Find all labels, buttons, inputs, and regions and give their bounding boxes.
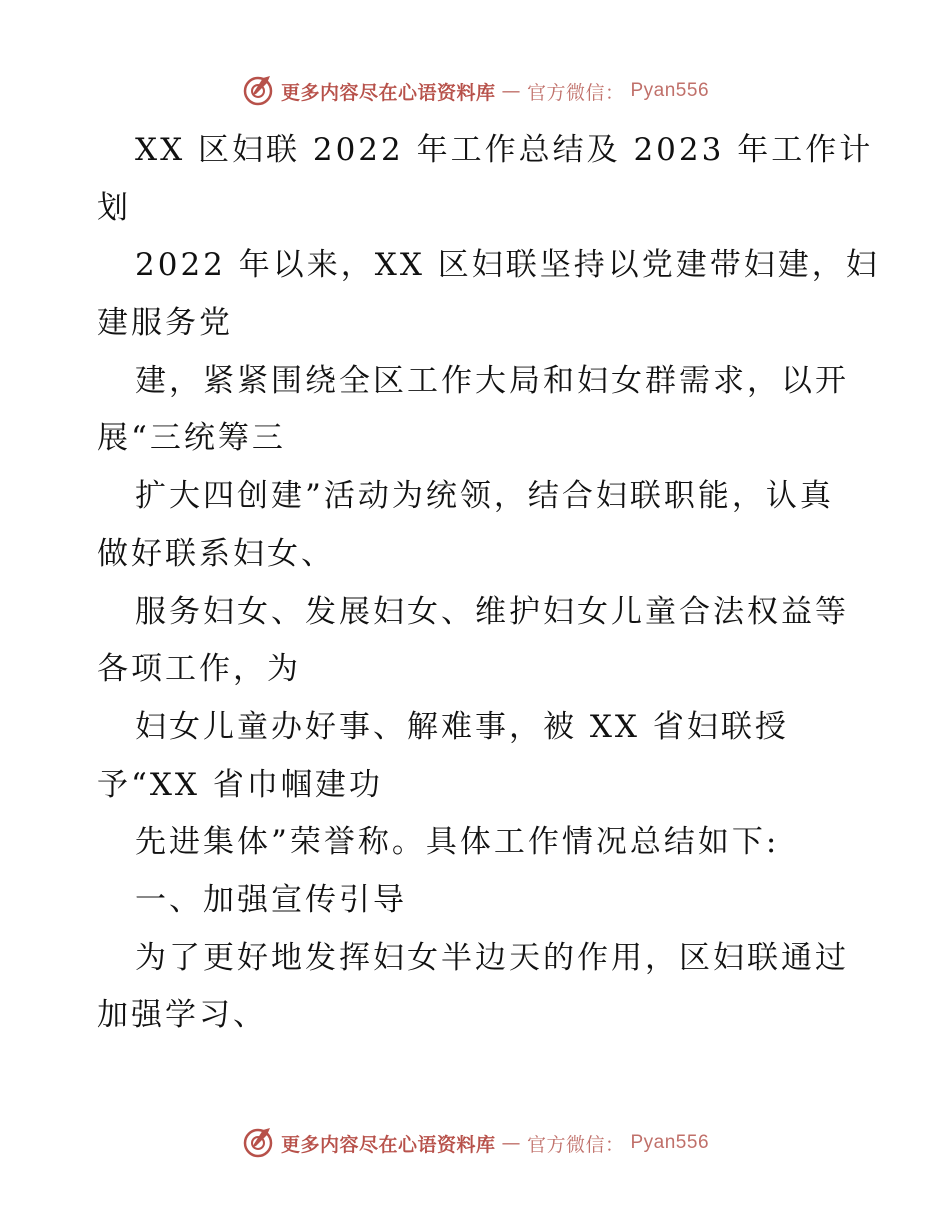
document-body <box>97 122 880 1045</box>
watermark-dash: — <box>501 80 521 102</box>
watermark-dash: — <box>501 1132 521 1154</box>
paragraph-line: 妇女儿童办好事、解难事，被 XX 省妇联授 <box>135 708 789 745</box>
section-heading: 一、加强宣传引导 <box>135 881 407 918</box>
paragraph-line: 2022 年以来，XX 区妇联坚持以党建带妇建，妇 <box>135 247 880 284</box>
watermark-id: Pyan556 <box>630 1132 710 1153</box>
paragraph-line: 做好联系妇女、 <box>97 535 335 572</box>
quill-circle-icon <box>241 1126 275 1160</box>
watermark-label: 官方微信： <box>526 1133 625 1156</box>
paragraph-line: 予“XX 省巾帼建功 <box>97 766 383 803</box>
paragraph-line: 为了更好地发挥妇女半边天的作用，区妇联通过 <box>135 939 849 976</box>
watermark-main-text: 更多内容尽在心语资料库 <box>280 81 496 104</box>
paragraph-line: 服务妇女、发展妇女、维护妇女儿童合法权益等 <box>135 593 849 630</box>
watermark-main-text: 更多内容尽在心语资料库 <box>280 1133 496 1156</box>
paragraph-line: 先进集体”荣誉称。具体工作情况总结如下: <box>135 824 780 861</box>
paragraph-line: 展“三统筹三 <box>97 420 286 457</box>
quill-circle-icon <box>241 74 275 108</box>
watermark-footer <box>0 1126 950 1160</box>
watermark-id: Pyan556 <box>630 80 710 101</box>
paragraph-line: 建服务党 <box>97 305 233 342</box>
paragraph-line: 各项工作，为 <box>97 651 301 688</box>
watermark-header <box>0 74 950 108</box>
paragraph-line: 扩大四创建”活动为统领，结合妇联职能，认真 <box>135 478 834 515</box>
title-line-1: XX 区妇联 2022 年工作总结及 2023 年工作计 <box>135 132 874 168</box>
paragraph-line: 加强学习、 <box>97 997 267 1034</box>
paragraph-line: 建，紧紧围绕全区工作大局和妇女群需求，以开 <box>135 362 849 399</box>
title-line-2: 划 <box>97 189 131 226</box>
watermark-label: 官方微信： <box>526 81 625 104</box>
